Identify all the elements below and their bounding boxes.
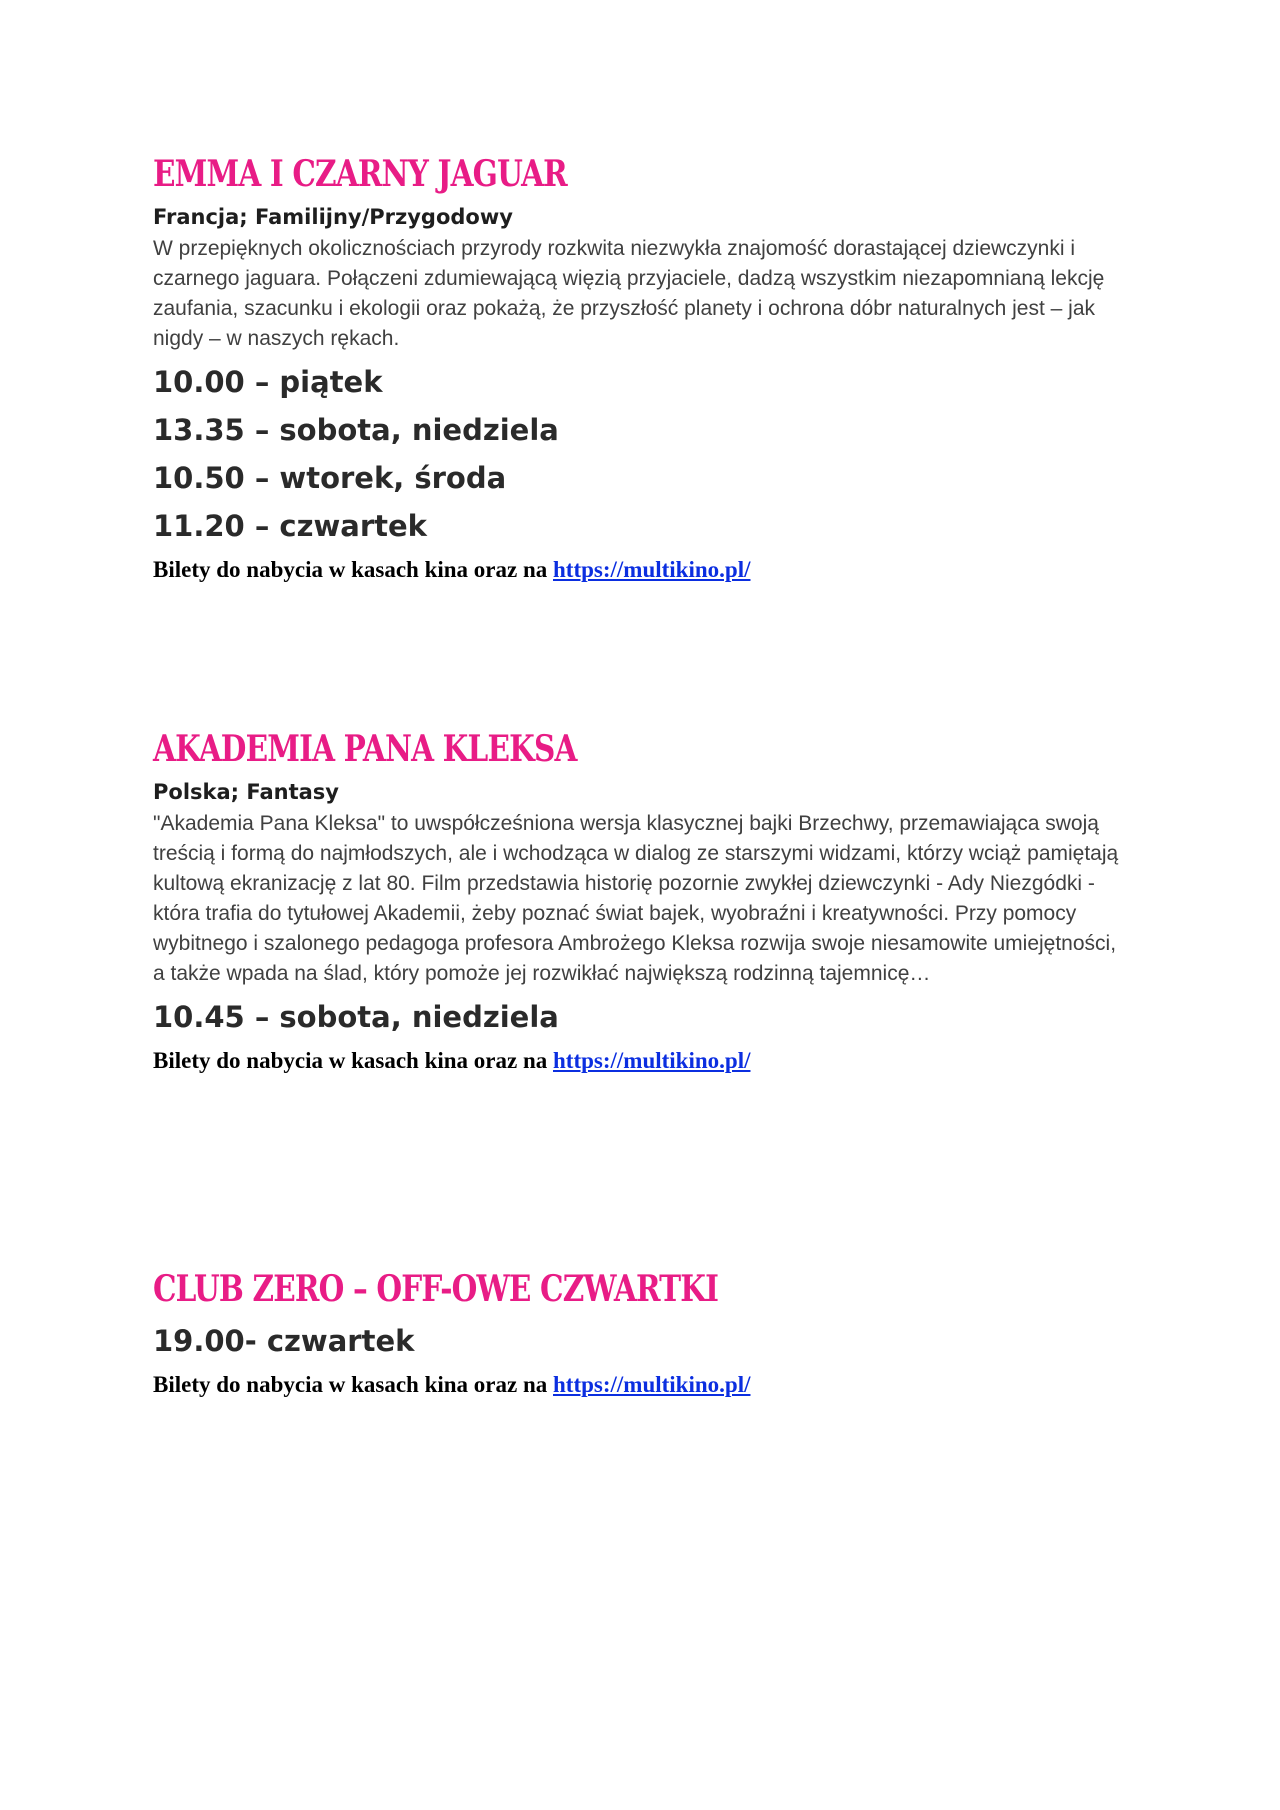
film-title: AKADEMIA PANA KLEKSA [153, 728, 577, 770]
film-section-akademia [153, 725, 1133, 1077]
tickets-info [153, 554, 1133, 586]
showtime: 19.00- czwartek [153, 1324, 415, 1358]
showtimes-list [153, 358, 1133, 550]
film-description: W przepięknych okolicznościach przyrody rozkwita niezwykła znajomość dorastającej dziewczynki i czarnego jaguara. Połączeni zdumiewającą więzią przyjaciele, dadzą wszystkim niezapomnianą lekcję zaufania, szacunku i ekologii oraz pokażą, że przyszłość planety i ochrona dóbr naturalnych jest – jak nigdy – w naszych rękach. [153, 237, 1105, 350]
multikino-link[interactable]: https://multikino.pl/ [553, 557, 751, 582]
film-section-emma [153, 150, 1133, 586]
tickets-info [153, 1045, 1133, 1077]
film-section-club-zero [153, 1265, 1133, 1401]
film-title: EMMA I CZARNY JAGUAR [153, 153, 567, 195]
tickets-info [153, 1369, 1133, 1401]
showtime: 10.00 – piątek [153, 365, 383, 399]
showtime: 11.20 – czwartek [153, 509, 427, 543]
multikino-link[interactable]: https://multikino.pl/ [553, 1048, 751, 1073]
film-title: CLUB ZERO – OFF-OWE CZWARTKI [153, 1268, 719, 1310]
tickets-text: Bilety do nabycia w kasach kina oraz na [153, 1048, 553, 1073]
film-description: "Akademia Pana Kleksa" to uwspółcześniona wersja klasycznej bajki Brzechwy, przemawiająca swoją treścią i formą do najmłodszych, ale i wchodząca w dialog ze starszymi widzami, którzy wciąż pamiętają kultową ekranizację z lat 80. Film przedstawia historię pozornie zwykłej dziewczynki - Ady Niezgódki - która trafia do tytułowej Akademii, żeby poznać świat bajek, wyobraźni i kreatywności. Przy pomocy wybitnego i szalonego pedagoga profesora Ambrożego Kleksa rozwija swoje niesamowite umiejętności, a także wpada na ślad, który pomoże jej rozwikłać największą rodzinną tajemnicę… [153, 812, 1119, 985]
film-genre: Polska; Fantasy [153, 780, 339, 804]
showtime: 13.35 – sobota, niedziela [153, 413, 559, 447]
tickets-text: Bilety do nabycia w kasach kina oraz na [153, 557, 553, 582]
showtimes-list [153, 993, 1133, 1041]
multikino-link[interactable]: https://multikino.pl/ [553, 1372, 751, 1397]
tickets-text: Bilety do nabycia w kasach kina oraz na [153, 1372, 553, 1397]
film-genre: Francja; Familijny/Przygodowy [153, 205, 513, 229]
showtime: 10.45 – sobota, niedziela [153, 1000, 559, 1034]
showtimes-list [153, 1317, 1133, 1365]
showtime: 10.50 – wtorek, środa [153, 461, 507, 495]
